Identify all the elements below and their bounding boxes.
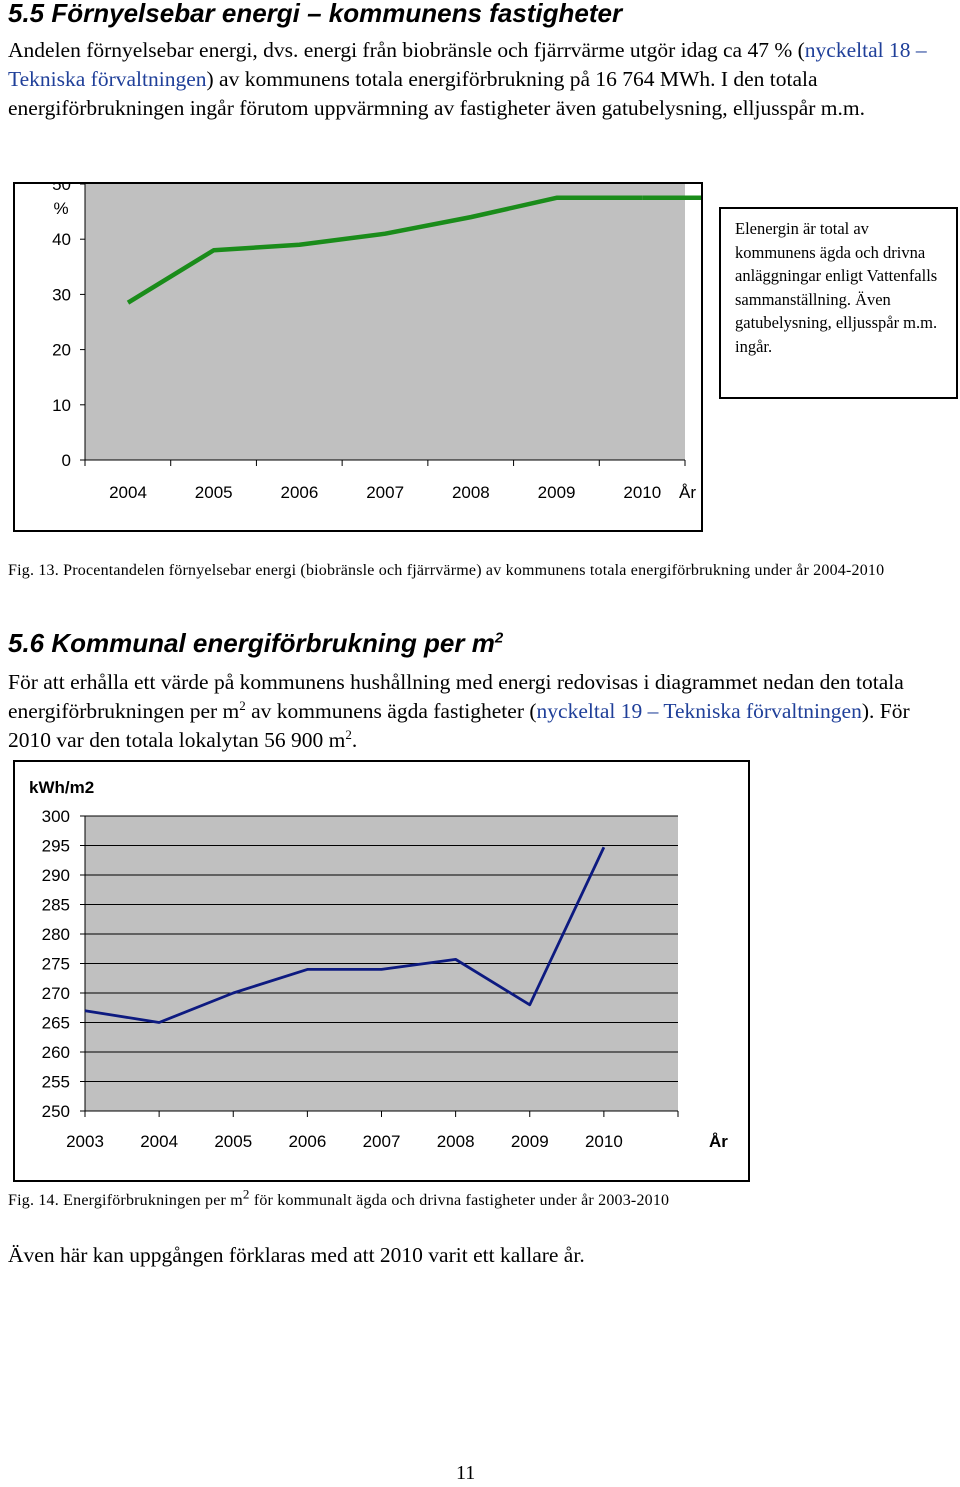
y-tick-label: 40: [52, 230, 71, 250]
fig13-chart: [13, 182, 703, 532]
fig13-caption: Fig. 13. Procentandelen förnyelsebar energi (biobränsle och fjärrvärme) av kommunens totala energiförbrukning under år 2004-2010: [8, 562, 885, 579]
y-tick-label: 250: [41, 1102, 70, 1121]
y-axis-title: %: [53, 199, 69, 218]
superscript: 2: [242, 1186, 250, 1202]
x-tick-label: 2007: [362, 1132, 401, 1151]
caption-text: Fig. 14. Energiförbrukningen per m: [8, 1192, 243, 1209]
section-5-6-paragraph: [8, 668, 953, 755]
y-tick-label: 290: [41, 866, 70, 885]
section-5-5-paragraph: [8, 36, 953, 123]
paragraph-text: ). För 2010 var den totala lokalytan 56 900 m: [8, 699, 910, 752]
x-tick-label: 2003: [66, 1132, 104, 1151]
y-tick-label: 260: [41, 1043, 70, 1062]
heading-superscript: 2: [494, 629, 504, 647]
x-tick-label: 2005: [214, 1132, 253, 1151]
superscript: 2: [345, 726, 352, 742]
x-tick-label: 2006: [288, 1132, 327, 1151]
x-tick-label: 2004: [109, 483, 147, 502]
y-tick-label: 10: [52, 395, 71, 415]
section-heading-5-6: [8, 628, 503, 659]
fig14-chart-svg: [15, 762, 748, 1180]
y-tick-label: 30: [52, 285, 71, 305]
paragraph-text: Andelen förnyelsebar energi, dvs. energi från biobränsle och fjärrvärme utgör idag ca 47 % (: [8, 38, 805, 62]
closing-paragraph: Även här kan uppgången förklaras med att 2010 varit ett kallare år.: [8, 1243, 585, 1267]
paragraph-text: .: [351, 728, 358, 752]
x-tick-label: 2006: [280, 483, 319, 502]
y-tick-label: 255: [41, 1072, 70, 1092]
keyfigure-19-link[interactable]: nyckeltal 19 – Tekniska förvaltningen: [536, 699, 862, 723]
caption-text: för kommunalt ägda och drivna fastigheter under år 2003-2010: [249, 1192, 670, 1209]
fig14-caption: [8, 1186, 908, 1212]
superscript: 2: [239, 697, 246, 713]
paragraph-text: För att erhålla ett värde på kommunens hushållning med energi redovisas i diagrammet nedan den totala energiförbrukningen per m: [8, 670, 904, 723]
paragraph-text: av kommunens ägda fastigheter (: [245, 699, 537, 723]
x-tick-label: 2010: [584, 1132, 623, 1151]
y-tick-label: 0: [61, 451, 71, 470]
x-tick-label: 2008: [436, 1132, 475, 1151]
fig13-chart-svg: [15, 184, 701, 530]
x-tick-label: 2009: [510, 1132, 549, 1151]
keyfigure-18-link[interactable]: nyckeltal 18 – Tekniska förvaltningen: [8, 38, 927, 91]
x-axis-title: År: [709, 1132, 728, 1151]
y-tick-label: 265: [41, 1013, 70, 1033]
section-heading-5-5: 5.5 Förnyelsebar energi – kommunens fastigheter: [8, 0, 623, 28]
y-tick-label: 20: [52, 340, 71, 360]
plot-area: [85, 184, 685, 460]
fig13-note: Elenergin är total av kommunens ägda och drivna anläggningar enligt Vattenfalls sammanställning. Även gatubelysning, elljusspår m.m. ingår.: [719, 207, 958, 399]
x-tick-label: 2009: [537, 483, 576, 502]
fig14-chart: [13, 760, 750, 1182]
y-tick-label: 275: [41, 954, 70, 974]
page-number: 11: [456, 1462, 476, 1484]
x-tick-label: 2007: [366, 483, 405, 502]
x-axis-title: År: [679, 483, 696, 502]
y-tick-label: 285: [41, 895, 70, 915]
y-tick-label: 295: [41, 836, 70, 856]
y-tick-label: 280: [41, 925, 70, 944]
y-tick-label: 270: [41, 984, 70, 1003]
y-tick-label: 50: [52, 184, 71, 194]
x-tick-label: 2010: [623, 483, 662, 502]
x-tick-label: 2005: [194, 483, 233, 502]
x-tick-label: 2008: [451, 483, 490, 502]
paragraph-text: ) av kommunens totala energiförbrukning på 16 764 MWh. I den totala energiförbrukningen ingår förutom uppvärmning av fastigheter även gatubelysning, elljusspår m.m.: [8, 67, 865, 120]
heading-text: 5.6 Kommunal energiförbrukning per m: [8, 628, 495, 658]
y-tick-label: 300: [41, 807, 70, 826]
y-axis-title: kWh/m2: [29, 778, 95, 797]
x-tick-label: 2004: [140, 1132, 179, 1151]
